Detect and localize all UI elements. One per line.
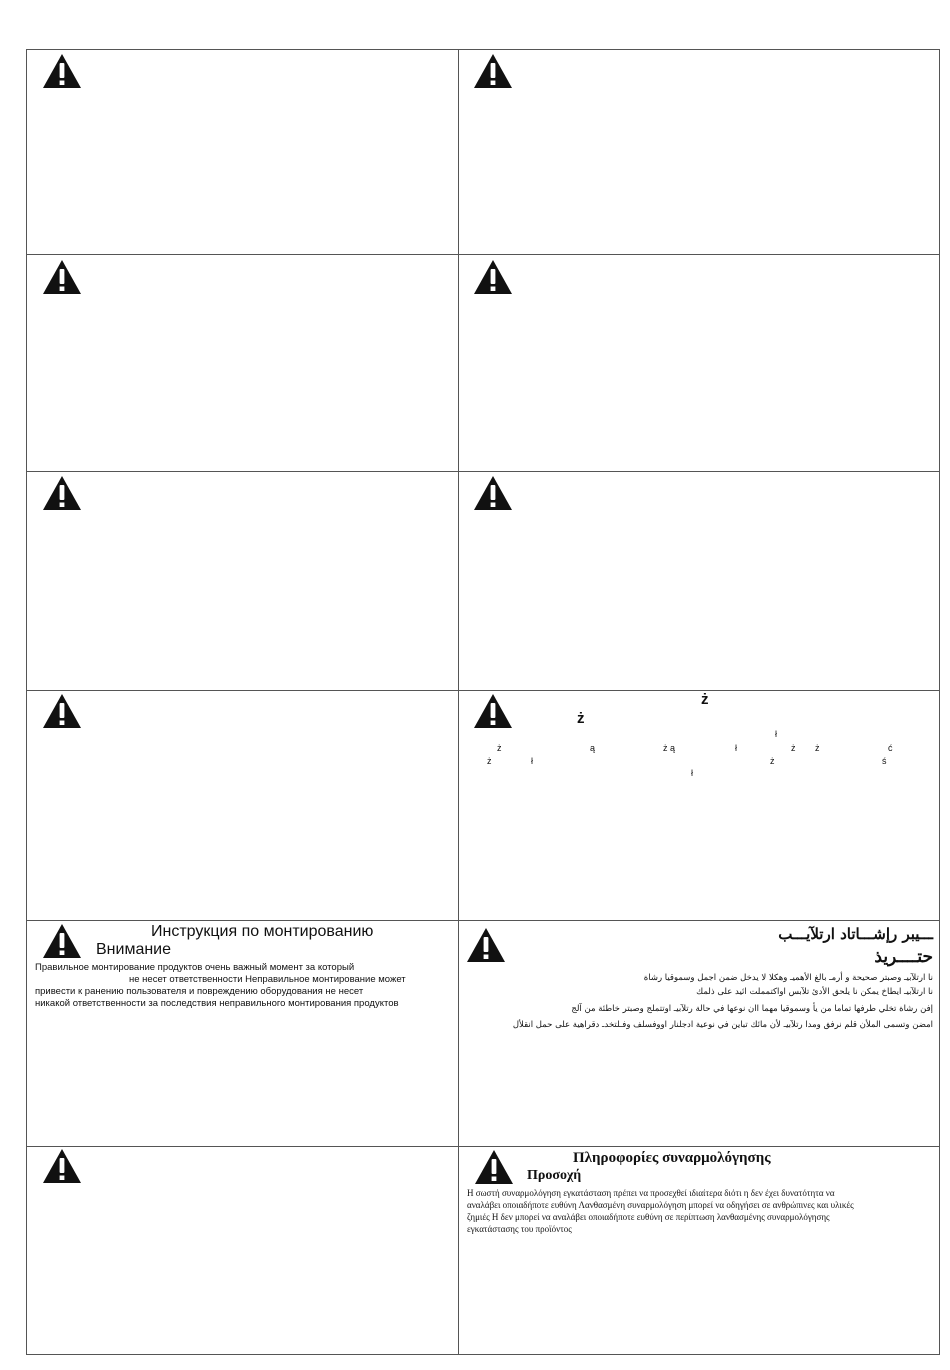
fragment: ś <box>882 756 887 766</box>
instruction-line: никакой ответственности за последствия неправильного монтирования продуктов <box>35 998 399 1009</box>
cell-r3-c1 <box>26 471 459 691</box>
cell-r5-c2 <box>458 920 940 1147</box>
fragment: ż <box>487 756 492 766</box>
cell-r1-c1 <box>26 49 459 255</box>
cell-r4-c1 <box>26 690 459 921</box>
instruction-line: привести к ранению пользователя и повреждению оборудования не несет <box>35 986 364 997</box>
instruction-line: Правильное монтирование продуктов очень важный момент за который <box>35 962 355 973</box>
cell-r6-c1 <box>26 1146 459 1355</box>
instruction-line: نا ارتلآبيـ وصبتر صحيحة و أرمـ بالغ الأهميـ وهكلا لا يدخل ضمن اجمل وسموقيا رشاة <box>643 973 933 983</box>
warning-triangle-icon <box>473 693 513 729</box>
fragment: ł <box>691 768 693 778</box>
fragment: ż <box>497 743 502 753</box>
cell-r2-c1 <box>26 254 459 472</box>
instruction-line: نا ارتلآبيـ ايطاخ يمكن نا يلحق الأدئ تلآبس اواكتمملت ائيد على ذلمك <box>696 987 933 997</box>
instruction-title: Πληροφορίες συναρμολόγησης <box>573 1150 771 1166</box>
warning-triangle-icon <box>473 475 513 511</box>
warning-triangle-icon <box>42 475 82 511</box>
cell-r5-c1 <box>26 920 459 1147</box>
warning-triangle-icon <box>42 53 82 89</box>
instruction-title: ـــيبر رإشـــاتاد ارتلآيـــب <box>778 925 933 943</box>
cell-r3-c2 <box>458 471 940 691</box>
fragment: ż <box>770 756 775 766</box>
fragment: ż <box>701 691 709 708</box>
instruction-line: إفن رشاة تخلي طرفها تماما من يأ وسموقيا مهما اان نوعها في حالة رتلآبيـ اوتتملج وصبتر خاطئة من آلج <box>571 1004 933 1014</box>
caution-heading: حتــــريذ <box>874 947 933 967</box>
instruction-title: Инструкция по монтированию <box>151 923 374 940</box>
warning-triangle-icon <box>473 53 513 89</box>
cell-r2-c2 <box>458 254 940 472</box>
fragment: ż <box>577 710 585 727</box>
instruction-line: εγκατάστασης του προϊόντος <box>467 1224 572 1234</box>
warning-triangle-icon <box>42 259 82 295</box>
fragment: ą <box>590 743 596 753</box>
warning-triangle-icon <box>42 1148 82 1184</box>
fragment: ż <box>815 743 820 753</box>
fragment: ł <box>735 743 737 753</box>
warning-triangle-icon <box>466 927 506 963</box>
fragment: ł <box>531 756 533 766</box>
fragment: ł <box>775 729 777 739</box>
caution-heading: Внимание <box>96 941 172 958</box>
cell-r1-c2 <box>458 49 940 255</box>
instruction-line: امضن وتسمى الملأن قلم نرفق ومدا رتلآبيـ لأن مائك تباين في نوعية ادجلنار اووفسلف وفـلتخدـ دقراهية على حمل انقلأل <box>512 1020 933 1030</box>
caution-heading: Προσοχή <box>527 1168 582 1183</box>
fragment: ć <box>888 743 893 753</box>
warning-triangle-icon <box>42 693 82 729</box>
fragment: ż ą <box>663 743 676 753</box>
warning-grid <box>26 49 940 1355</box>
warning-triangle-icon <box>473 259 513 295</box>
warning-triangle-icon <box>42 923 82 959</box>
cell-r6-c2 <box>458 1146 940 1355</box>
instruction-line: ζημιές Η δεν μπορεί να αναλάβει οποιαδήποτε ευθύνη σε περίπτωση λανθασμένης συναρμολόγησης <box>467 1212 830 1222</box>
instruction-line: Η σωστή συναρμολόγηση εγκατάσταση πρέπει να προσεχθεί ιδιαίτερα διότι η δεν έχει δυνατότητα να <box>467 1188 835 1198</box>
cell-r4-c2 <box>458 690 940 921</box>
fragment: ż <box>791 743 796 753</box>
instruction-line: не несет ответственности Неправильное монтирование может <box>129 974 406 985</box>
warning-triangle-icon <box>474 1149 514 1185</box>
instruction-line: αναλάβει οποιαδήποτε ευθύνη Λανθασμένη συναρμολόγηση μπορεί να οδηγήσει σε ανθρώπινες και υλικές <box>467 1200 854 1210</box>
